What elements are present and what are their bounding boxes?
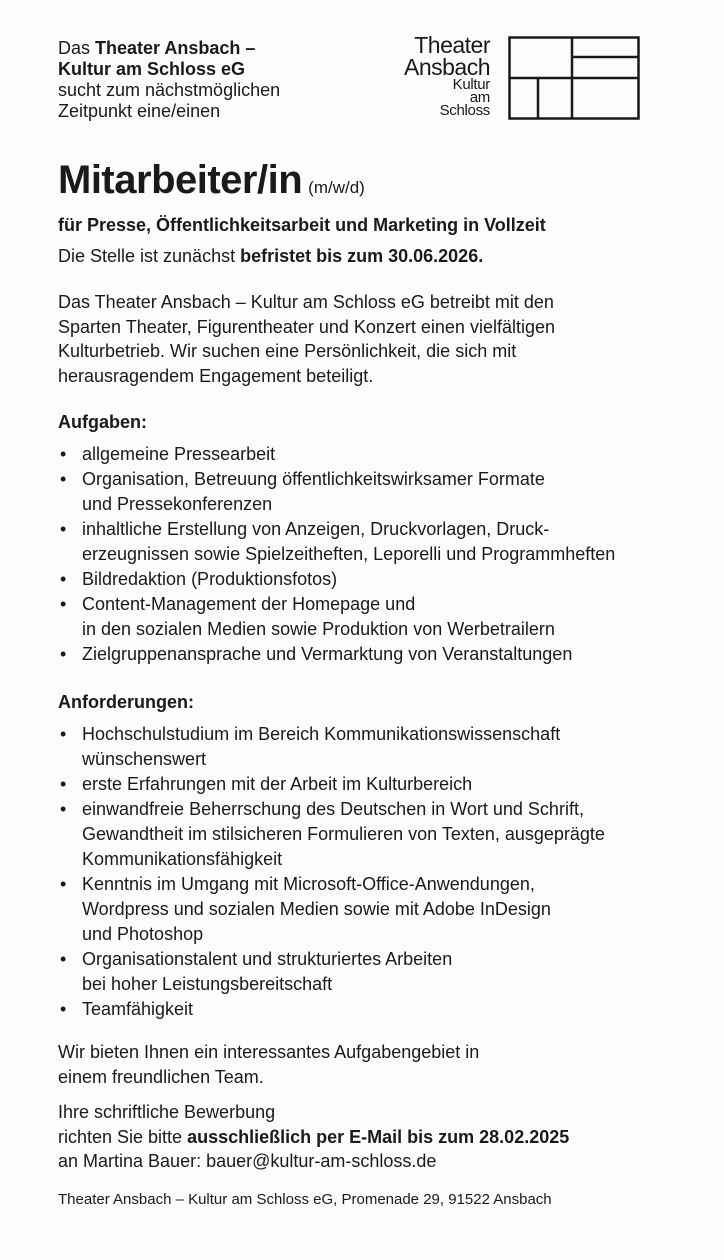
- list-item-line: in den sozialen Medien sowie Produktion von Werbetrailern: [82, 619, 555, 639]
- org-name-line-2-bold: Kultur am Schloss eG: [58, 59, 246, 79]
- list-item: [58, 467, 708, 517]
- list-item-line: erzeugnissen sowie Spielzeitheften, Leporelli und Programmheften: [82, 544, 616, 564]
- about-line: Das Theater Ansbach – Kultur am Schloss eG betreibt mit den: [58, 292, 554, 312]
- intro-line-1: [58, 38, 358, 59]
- list-item-line: • Bildredaktion (Produktionsfotos): [82, 569, 338, 589]
- tasks-heading: Aufgaben:: [58, 412, 147, 432]
- term-deadline: befristet bis zum 30.06.2026.: [240, 246, 484, 266]
- list-item: [58, 517, 708, 567]
- org-name-line-1: Theater Ansbach –: [95, 38, 256, 58]
- list-item-line: • Organisationstalent und strukturiertes Arbeiten: [82, 949, 453, 969]
- intro-text: [58, 38, 358, 122]
- list-item: [58, 442, 708, 467]
- application-line-1: Ihre schriftliche Bewerbung: [58, 1102, 276, 1122]
- list-item-line: Kommunikationsfähigkeit: [82, 849, 283, 869]
- job-title-main: Mitarbeiter/in: [58, 158, 303, 202]
- logo-grid-icon: [508, 36, 640, 120]
- about-line: Sparten Theater, Figurentheater und Konzert einen vielfältigen: [58, 316, 555, 337]
- job-title: [58, 158, 365, 203]
- application-contact: an Martina Bauer: bauer@kultur-am-schloss.de: [58, 1151, 437, 1171]
- application-paragraph: [58, 1100, 698, 1174]
- intro-line-3: sucht zum nächstmöglichen: [58, 80, 281, 100]
- list-item-line: wünschenswert: [82, 749, 207, 769]
- list-item-line: • Content-Management der Homepage und: [82, 594, 416, 614]
- list-item-line: • erste Erfahrungen mit der Arbeit im Kulturbereich: [82, 774, 473, 794]
- list-item: [58, 947, 708, 997]
- list-item-line: • Teamfähigkeit: [82, 999, 194, 1019]
- term-prefix: Die Stelle ist zunächst: [58, 246, 241, 266]
- list-item-line: und Photoshop: [82, 924, 204, 944]
- intro-line-4: Zeitpunkt eine/einen: [58, 101, 221, 121]
- application-line-2: [58, 1125, 698, 1150]
- list-item: [58, 642, 708, 667]
- list-item-line: und Pressekonferenzen: [82, 494, 273, 514]
- about-line: herausragendem Engagement beteiligt.: [58, 365, 374, 386]
- footer-address: Theater Ansbach – Kultur am Schloss eG, Promenade 29, 91522 Ansbach: [58, 1191, 552, 1208]
- list-item-line: Gewandtheit im stilsicheren Formulieren von Texten, ausgeprägte: [82, 824, 605, 844]
- offer-paragraph: [58, 1040, 698, 1089]
- list-item-line: bei hoher Leistungsbereitschaft: [82, 974, 333, 994]
- list-item: [58, 592, 708, 642]
- list-item: [58, 872, 708, 947]
- application-prefix: richten Sie bitte: [58, 1126, 188, 1147]
- job-subtitle: für Presse, Öffentlichkeitsarbeit und Marketing in Vollzeit: [58, 215, 546, 235]
- logo-word-kultur: Kultur: [452, 76, 490, 93]
- requirements-list: [58, 722, 708, 1022]
- employment-term: [58, 246, 483, 267]
- list-item: [58, 722, 708, 772]
- list-item: [58, 797, 708, 872]
- offer-line: einem freundlichen Team.: [58, 1066, 264, 1087]
- list-item-line: • allgemeine Pressearbeit: [82, 444, 276, 464]
- logo-word-am: am: [469, 89, 490, 106]
- list-item-line: • Organisation, Betreuung öffentlichkeitswirksamer Formate: [82, 469, 545, 489]
- offer-line: Wir bieten Ihnen ein interessantes Aufgabengebiet in: [58, 1042, 480, 1062]
- list-item-line: • einwandfreie Beherrschung des Deutschen in Wort und Schrift,: [82, 799, 584, 819]
- tasks-list: [58, 442, 708, 667]
- intro-prefix: Das: [58, 38, 96, 58]
- org-name-line-2: [58, 59, 358, 80]
- list-item: [58, 997, 708, 1022]
- application-deadline: ausschließlich per E-Mail bis zum 28.02.2025: [187, 1126, 570, 1147]
- logo-word-theater: Theater: [414, 32, 490, 58]
- list-item-line: Wordpress und sozialen Medien sowie mit Adobe InDesign: [82, 899, 551, 919]
- list-item-line: • Hochschulstudium im Bereich Kommunikationswissenschaft: [82, 724, 561, 744]
- logo-wordmark: [404, 34, 490, 117]
- list-item-line: • Kenntnis im Umgang mit Microsoft-Office-Anwendungen,: [82, 874, 535, 894]
- list-item-line: • inhaltliche Erstellung von Anzeigen, Druckvorlagen, Druck-: [82, 519, 550, 539]
- list-item: [58, 567, 708, 592]
- theater-logo: [376, 34, 642, 124]
- about-line: Kulturbetrieb. Wir suchen eine Persönlichkeit, die sich mit: [58, 341, 517, 361]
- about-paragraph: [58, 290, 698, 388]
- list-item: [58, 772, 708, 797]
- list-item-line: • Zielgruppenansprache und Vermarktung von Veranstaltungen: [82, 644, 573, 664]
- logo-word-ansbach: Ansbach: [403, 54, 490, 80]
- requirements-heading: Anforderungen:: [58, 692, 194, 712]
- job-title-gender: (m/w/d): [308, 178, 365, 197]
- logo-word-schloss: Schloss: [439, 102, 490, 119]
